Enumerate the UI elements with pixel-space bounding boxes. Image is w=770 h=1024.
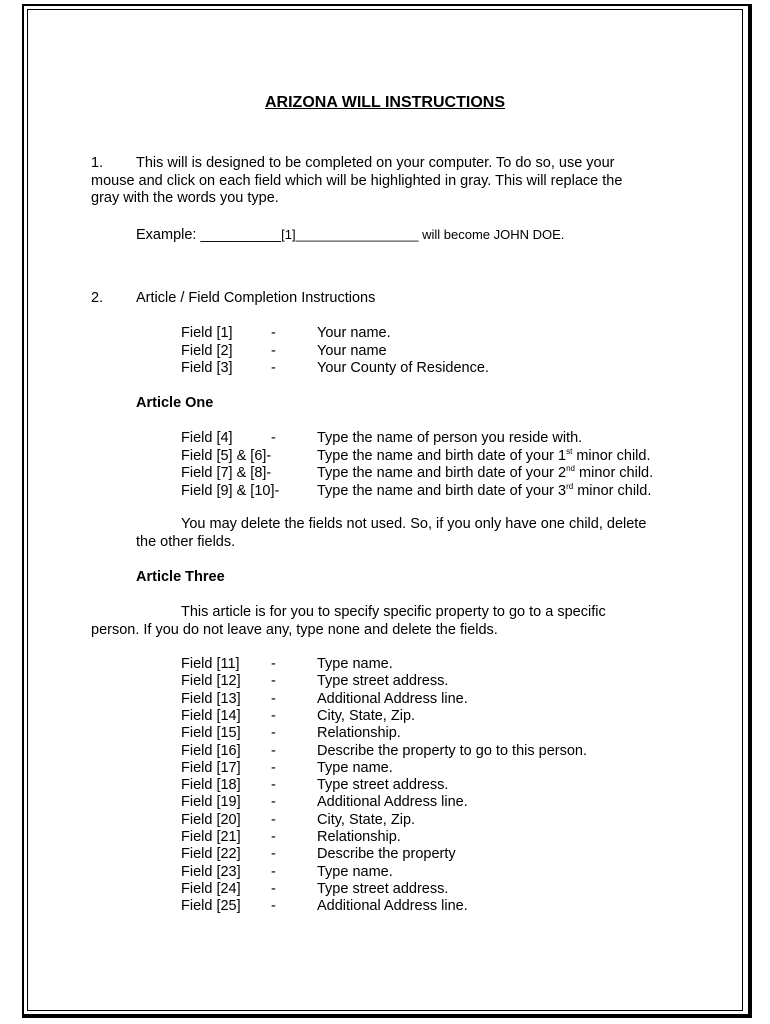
ordinal-suffix: nd (566, 464, 575, 474)
field-label: Field [13] (181, 690, 241, 707)
field-dash: - (271, 673, 276, 690)
field-label: Field [16] (181, 742, 241, 759)
section1-line1: This will is designed to be completed on your computer. To do so, use your (136, 155, 615, 171)
field-dash: - (271, 811, 276, 828)
field-description: Describe the property to go to this person. (317, 742, 588, 759)
field-description: Relationship. (317, 829, 401, 845)
field-description: Additional Address line. (317, 898, 468, 915)
field-dash: - (271, 759, 276, 776)
page-title: ARIZONA WILL INSTRUCTIONS (265, 94, 505, 111)
field-label: Field [2] (181, 342, 233, 359)
field-label: Field [14] (181, 707, 241, 724)
field-description: Describe the property (317, 846, 456, 863)
field-description: Additional Address line. (317, 794, 468, 811)
section1-line2: mouse and click on each field which will be highlighted in gray. This will replace the (91, 173, 623, 189)
field-dash: - (271, 846, 276, 863)
field-label: Field [11] (181, 656, 240, 672)
article-one-note-line2: the other fields. (136, 534, 236, 550)
field-description: Your name. (317, 325, 391, 341)
field-label: Field [4] (181, 430, 233, 446)
field-dash: - (271, 690, 276, 707)
field-dash: - (271, 656, 276, 672)
example-field: [1]_________________ will become JOHN DOE. (281, 227, 565, 242)
field-label: Field [15] (181, 725, 241, 742)
ordinal-suffix: rd (566, 481, 574, 491)
section1-number: 1. (91, 155, 104, 171)
field-label: Field [17] (181, 759, 241, 776)
example-label: Example: __________ (136, 227, 282, 243)
field-description-text: minor child. (573, 482, 652, 499)
article-one-heading: Article One (136, 395, 214, 411)
article-three-intro-line1: This article is for you to specify specific property to go to a specific (181, 604, 606, 620)
field-description: City, State, Zip. (317, 707, 416, 724)
field-description: Type street address. (317, 880, 449, 897)
field-description (317, 465, 653, 482)
field-dash: - (271, 707, 276, 724)
field-description: Relationship. (317, 725, 401, 742)
field-description: Type name. (317, 759, 393, 776)
field-description: Type the name of person you reside with. (317, 430, 583, 446)
field-dash: - (271, 742, 276, 759)
field-label: Field [9] & [10]- (181, 482, 280, 499)
section1-line3: gray with the words you type. (91, 190, 279, 206)
field-label: Field [7] & [8]- (181, 465, 272, 481)
article-three-intro-line2: person. If you do not leave any, type none and delete the fields. (91, 622, 498, 638)
field-description: Type name. (317, 656, 393, 672)
field-label: Field [20] (181, 811, 241, 828)
field-description-text: Type the name and birth date of your 3 (317, 482, 567, 499)
field-description-text: Type the name and birth date of your 2 (317, 465, 567, 481)
field-dash: - (271, 880, 276, 897)
field-description: Additional Address line. (317, 690, 468, 707)
section2-number: 2. (91, 290, 104, 306)
section2-heading: Article / Field Completion Instructions (136, 290, 376, 306)
field-label: Field [21] (181, 829, 241, 845)
field-dash: - (271, 898, 276, 915)
field-label: Field [23] (181, 863, 241, 880)
field-label: Field [12] (181, 673, 241, 690)
ordinal-suffix: st (566, 446, 573, 456)
field-description-text: Type the name and birth date of your 1 (317, 447, 567, 464)
field-label: Field [22] (181, 846, 241, 863)
field-dash: - (271, 325, 276, 341)
field-label: Field [3] (181, 360, 233, 376)
field-dash: - (271, 342, 276, 359)
field-dash: - (271, 777, 276, 794)
article-three-heading: Article Three (136, 569, 225, 585)
field-dash: - (271, 794, 276, 811)
field-dash: - (271, 829, 276, 845)
field-description (317, 483, 651, 500)
field-dash: - (271, 725, 276, 742)
field-label: Field [24] (181, 880, 241, 897)
field-label: Field [1] (181, 325, 233, 341)
field-label: Field [5] & [6]- (181, 447, 272, 464)
field-description: City, State, Zip. (317, 811, 416, 828)
field-label: Field [18] (181, 777, 241, 794)
field-description: Your County of Residence. (317, 360, 489, 376)
field-description-text: minor child. (574, 465, 654, 481)
example-line (136, 226, 564, 244)
field-dash: - (271, 360, 276, 376)
field-description: Type name. (317, 863, 393, 880)
field-dash: - (271, 430, 276, 446)
field-description (317, 448, 650, 465)
field-description: Your name (317, 342, 387, 359)
field-description: Type street address. (317, 777, 449, 794)
field-dash: - (271, 863, 276, 880)
field-label: Field [25] (181, 898, 241, 915)
field-description: Type street address. (317, 673, 449, 690)
article-one-note-line1: You may delete the fields not used. So, if you only have one child, delete (181, 516, 647, 532)
field-description-text: minor child. (572, 447, 651, 464)
field-label: Field [19] (181, 794, 241, 811)
